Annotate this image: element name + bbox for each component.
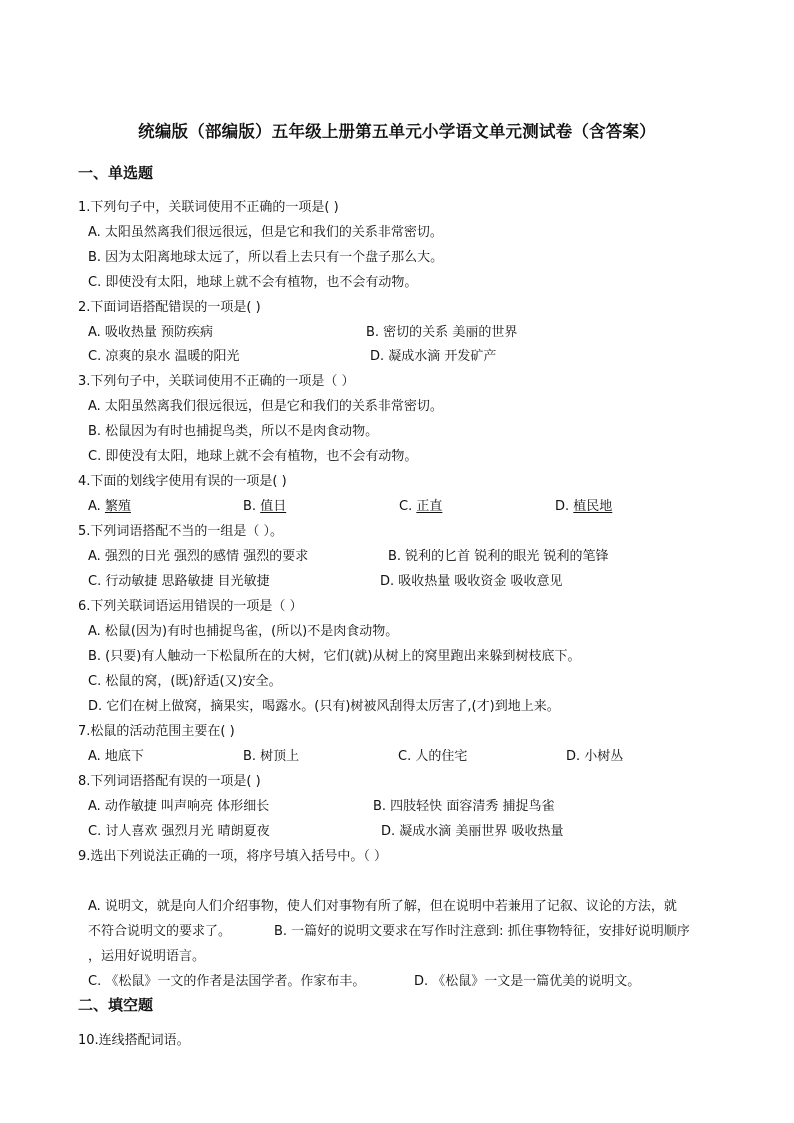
section-heading-fill-blank: 二、填空题 bbox=[78, 996, 154, 1014]
question-7-option-c: C. 人的住宅 bbox=[398, 749, 468, 764]
question-9-stem: 9.选出下列说法正确的一项，将序号填入括号中。（ ） bbox=[78, 849, 388, 864]
question-2-option-b: B. 密切的关系 美丽的世界 bbox=[366, 325, 518, 340]
underlined-word: 值日 bbox=[260, 499, 287, 514]
question-4-option-a bbox=[88, 495, 131, 514]
question-9-option-a-line-2: 不符合说明文的要求了。 bbox=[88, 924, 232, 939]
question-3-option-b: B. 松鼠因为有时也捕捉鸟类，所以不是肉食动物。 bbox=[88, 424, 379, 439]
question-1-option-a: A. 太阳虽然离我们很远很远，但是它和我们的关系非常密切。 bbox=[88, 225, 443, 240]
question-4-option-b bbox=[243, 495, 286, 514]
question-6-option-c: C. 松鼠的窝，(既)舒适(又)安全。 bbox=[88, 674, 282, 689]
question-8-stem: 8.下列词语搭配有误的一项是( ) bbox=[78, 774, 261, 789]
underlined-word: 繁殖 bbox=[104, 499, 131, 514]
question-1-stem: 1.下列句子中，关联词使用不正确的一项是( ) bbox=[78, 200, 339, 215]
question-1-option-c: C. 即使没有太阳，地球上就不会有植物，也不会有动物。 bbox=[88, 275, 418, 290]
question-2-stem: 2.下面词语搭配错误的一项是( ) bbox=[78, 300, 261, 315]
question-3-stem: 3.下列句子中，关联词使用不正确的一项是（ ） bbox=[78, 374, 355, 389]
underlined-word: 正直 bbox=[416, 499, 443, 514]
question-6-stem: 6.下列关联词语运用错误的一项是（ ） bbox=[78, 599, 303, 614]
question-7-stem: 7.松鼠的活动范围主要在( ) bbox=[78, 724, 235, 739]
question-5-stem: 5.下列词语搭配不当的一组是（ ）。 bbox=[78, 524, 284, 539]
question-7-option-b: B. 树顶上 bbox=[243, 749, 300, 764]
question-5-option-b: B. 锐利的匕首 锐利的眼光 锐利的笔锋 bbox=[388, 549, 609, 564]
question-9-option-c: C. 《松鼠》一文的作者是法国学者。作家布丰。 bbox=[88, 974, 366, 989]
question-4-option-c bbox=[399, 495, 442, 514]
question-3-option-c: C. 即使没有太阳，地球上就不会有植物，也不会有动物。 bbox=[88, 449, 418, 464]
option-letter: D. bbox=[555, 499, 574, 514]
question-9-option-b-line-2: ，运用好说明语言。 bbox=[88, 949, 206, 964]
option-letter: C. bbox=[399, 499, 417, 514]
question-6-option-b: B. (只要)有人触动一下松鼠所在的大树，它们(就)从树上的窝里跑出来躲到树枝底下。 bbox=[88, 649, 581, 664]
question-6-option-a: A. 松鼠(因为)有时也捕捉鸟雀，(所以)不是肉食动物。 bbox=[88, 624, 399, 639]
page-title: 统编版（部编版）五年级上册第五单元小学语文单元测试卷（含答案） bbox=[138, 122, 656, 141]
question-10-stem: 10.连线搭配词语。 bbox=[78, 1033, 190, 1048]
question-9-option-a-line-1: A. 说明文，就是向人们介绍事物，使人们对事物有所了解，但在说明中若兼用了记叙、议论的方法，就 bbox=[88, 899, 677, 914]
question-8-option-b: B. 四肢轻快 面容清秀 捕捉鸟雀 bbox=[373, 799, 555, 814]
question-4-option-d bbox=[555, 495, 612, 514]
question-5-option-a: A. 强烈的日光 强烈的感情 强烈的要求 bbox=[88, 549, 309, 564]
question-8-option-a: A. 动作敏捷 叫声响亮 体形细长 bbox=[88, 799, 270, 814]
section-heading-single-choice: 一、单选题 bbox=[78, 164, 154, 182]
question-2-option-c: C. 凉爽的泉水 温暖的阳光 bbox=[88, 349, 240, 364]
question-2-option-a: A. 吸收热量 预防疾病 bbox=[88, 325, 214, 340]
question-1-option-b: B. 因为太阳离地球太远了，所以看上去只有一个盘子那么大。 bbox=[88, 250, 444, 265]
question-3-option-a: A. 太阳虽然离我们很远很远，但是它和我们的关系非常密切。 bbox=[88, 399, 443, 414]
question-2-option-d: D. 凝成水滴 开发矿产 bbox=[370, 349, 497, 364]
question-6-option-d: D. 它们在树上做窝，摘果实，喝露水。(只有)树被风刮得太厉害了,(才)到地上来。 bbox=[88, 699, 560, 714]
question-8-option-d: D. 凝成水滴 美丽世界 吸收热量 bbox=[381, 824, 564, 839]
question-5-option-d: D. 吸收热量 吸收资金 吸收意见 bbox=[380, 574, 563, 589]
question-7-option-a: A. 地底下 bbox=[88, 749, 144, 764]
option-letter: A. bbox=[88, 499, 105, 514]
question-9-option-d: D. 《松鼠》一文是一篇优美的说明文。 bbox=[414, 974, 641, 989]
question-9-option-b-line-1: B. 一篇好的说明文要求在写作时注意到: 抓住事物特征，安排好说明顺序 bbox=[274, 924, 690, 939]
option-letter: B. bbox=[243, 499, 261, 514]
question-5-option-c: C. 行动敏捷 思路敏捷 目光敏捷 bbox=[88, 574, 270, 589]
question-8-option-c: C. 讨人喜欢 强烈月光 晴朗夏夜 bbox=[88, 824, 270, 839]
question-7-option-d: D. 小树丛 bbox=[566, 749, 624, 764]
question-4-stem: 4.下面的划线字使用有误的一项是( ) bbox=[78, 474, 287, 489]
underlined-word: 植民地 bbox=[573, 499, 613, 514]
